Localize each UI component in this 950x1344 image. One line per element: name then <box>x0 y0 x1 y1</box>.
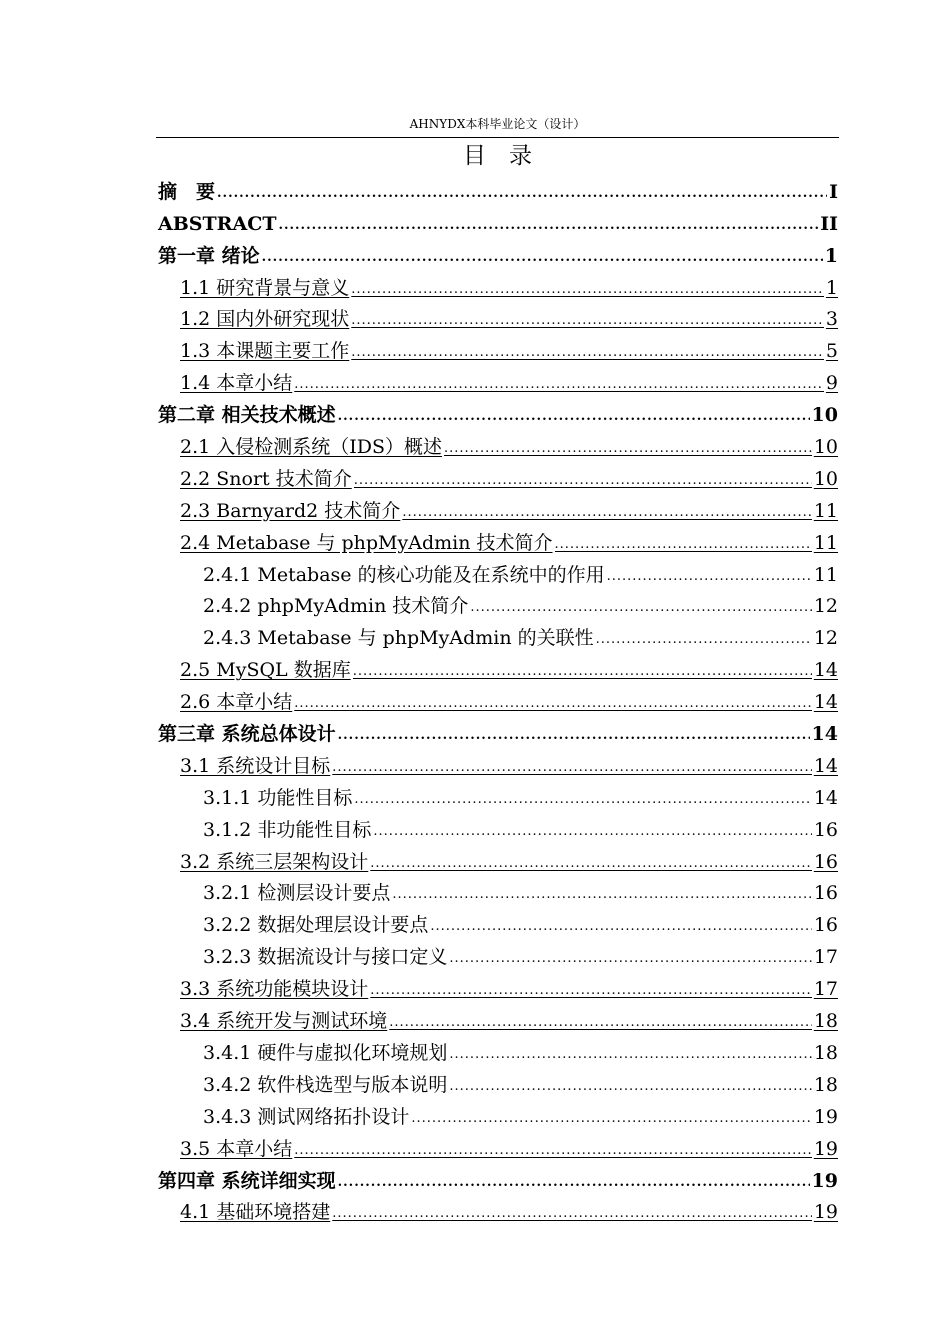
toc-entry-page-number: 14 <box>811 723 838 746</box>
toc-dot-leader <box>596 629 812 651</box>
toc-entry-page-number: 19 <box>813 1137 838 1160</box>
toc-entry-page-number: 10 <box>813 467 838 490</box>
toc-dot-leader <box>449 948 811 970</box>
toc-entry-title: 3.4 系统开发与测试环境 <box>180 1010 388 1033</box>
toc-entry-title: 3.5 本章小结 <box>180 1137 293 1160</box>
toc-entry[interactable] <box>158 906 838 938</box>
toc-entry-title: 2.6 本章小结 <box>180 691 293 714</box>
toc-entry-page-number: II <box>820 212 838 235</box>
toc-entry[interactable] <box>158 1194 838 1226</box>
toc-entry-page-number: 10 <box>811 404 838 427</box>
toc-dot-leader <box>389 1012 812 1034</box>
toc-entry[interactable] <box>158 970 838 1002</box>
toc-entry-page-number: 1 <box>825 276 838 299</box>
toc-entry[interactable] <box>158 364 838 396</box>
toc-dot-leader <box>430 916 811 938</box>
toc-entry-page-number: 5 <box>825 340 838 363</box>
toc-entry-page-number: 11 <box>813 531 838 554</box>
toc-dot-leader <box>338 725 810 747</box>
toc-dot-leader <box>351 310 824 332</box>
toc-entry-title: 3.2.2 数据处理层设计要点 <box>203 914 429 937</box>
toc-entry-page-number: 11 <box>813 563 838 586</box>
toc-entry-page-number: 18 <box>813 1073 838 1096</box>
toc-entry-page-number: 16 <box>813 850 838 873</box>
toc-entry-page-number: 17 <box>813 978 838 1001</box>
toc-dot-leader <box>332 1203 812 1225</box>
toc-entry[interactable] <box>158 619 838 651</box>
toc-entry-title: 第一章 绪论 <box>158 244 260 267</box>
toc-entry[interactable] <box>158 524 838 556</box>
toc-entry-page-number: 14 <box>813 691 838 714</box>
toc-entry-page-number: 19 <box>811 1169 838 1192</box>
toc-entry[interactable] <box>158 173 838 205</box>
toc-entry[interactable] <box>158 1002 838 1034</box>
toc-entry[interactable] <box>158 1034 838 1066</box>
toc-entry-page-number: 9 <box>825 372 838 395</box>
toc-entry[interactable] <box>158 205 838 237</box>
toc-entry-title: 2.2 Snort 技术简介 <box>180 467 352 490</box>
toc-entry-title: 4.1 基础环境搭建 <box>180 1201 331 1224</box>
toc-entry[interactable] <box>158 1162 838 1194</box>
toc-entry-title: 2.4.3 Metabase 与 phpMyAdmin 的关联性 <box>203 627 594 650</box>
toc-entry[interactable] <box>158 1066 838 1098</box>
toc-dot-leader <box>278 215 818 237</box>
toc-entry-title: 3.2.3 数据流设计与接口定义 <box>203 946 448 969</box>
toc-entry[interactable] <box>158 875 838 907</box>
toc-entry[interactable] <box>158 715 838 747</box>
toc-entry[interactable] <box>158 301 838 333</box>
toc-entry[interactable] <box>158 1130 838 1162</box>
toc-entry[interactable] <box>158 779 838 811</box>
toc-entry-title: 2.4.1 Metabase 的核心功能及在系统中的作用 <box>203 563 605 586</box>
toc-dot-leader <box>351 279 824 301</box>
toc-dot-leader <box>354 789 811 811</box>
toc-entry-page-number: 16 <box>813 882 838 905</box>
toc-entry[interactable] <box>158 237 838 269</box>
toc-entry-title: 2.1 入侵检测系统（IDS）概述 <box>180 436 443 459</box>
toc-dot-leader <box>332 757 812 779</box>
toc-entry-title: 3.3 系统功能模块设计 <box>180 978 369 1001</box>
toc-dot-leader <box>373 821 811 843</box>
toc-entry-title: 第四章 系统详细实现 <box>158 1169 336 1192</box>
toc-dot-leader <box>217 183 827 205</box>
toc-entry-title: 摘 要 <box>158 180 216 203</box>
toc-entry-title: 3.2 系统三层架构设计 <box>180 850 369 873</box>
toc-entry-title: 1.3 本课题主要工作 <box>180 340 350 363</box>
toc-entry-page-number: 19 <box>813 1201 838 1224</box>
toc-entry-page-number: I <box>829 180 838 203</box>
toc-dot-leader <box>470 597 811 619</box>
toc-entry[interactable] <box>158 396 838 428</box>
toc-entry-title: 2.5 MySQL 数据库 <box>180 659 351 682</box>
toc-dot-leader <box>392 884 811 906</box>
toc-dot-leader <box>294 374 824 396</box>
toc-entry-page-number: 16 <box>813 818 838 841</box>
toc-title: 目 录 <box>463 143 532 169</box>
toc-dot-leader <box>338 1172 810 1194</box>
toc-entry[interactable] <box>158 811 838 843</box>
toc-dot-leader <box>607 566 812 588</box>
toc-entry[interactable] <box>158 651 838 683</box>
toc-entry-title: 2.4 Metabase 与 phpMyAdmin 技术简介 <box>180 531 553 554</box>
toc-dot-leader <box>354 470 812 492</box>
toc-entry[interactable] <box>158 460 838 492</box>
toc-entry-page-number: 1 <box>824 244 838 267</box>
toc-dot-leader <box>294 693 812 715</box>
toc-dot-leader <box>370 980 812 1002</box>
header-rule <box>156 137 839 138</box>
toc-entry-page-number: 14 <box>813 754 838 777</box>
toc-entry-page-number: 18 <box>813 1010 838 1033</box>
toc-entry[interactable] <box>158 556 838 588</box>
toc-entry[interactable] <box>158 588 838 620</box>
toc-entry-title: 1.2 国内外研究现状 <box>180 308 350 331</box>
toc-entry-title: 第三章 系统总体设计 <box>158 723 336 746</box>
toc-entry-title: 2.3 Barnyard2 技术简介 <box>180 499 401 522</box>
toc-dot-leader <box>411 1108 811 1130</box>
toc-entry-title: 3.4.3 测试网络拓扑设计 <box>203 1105 410 1128</box>
toc-entry-title: 1.4 本章小结 <box>180 372 293 395</box>
toc-entry[interactable] <box>158 428 838 460</box>
toc-entry[interactable] <box>158 1098 838 1130</box>
toc-entry[interactable] <box>158 683 838 715</box>
toc-dot-leader <box>444 438 812 460</box>
table-of-contents <box>158 173 838 1225</box>
toc-dot-leader <box>402 502 812 524</box>
toc-dot-leader <box>370 853 812 875</box>
toc-dot-leader <box>262 247 823 269</box>
toc-entry-page-number: 16 <box>813 914 838 937</box>
toc-entry-page-number: 14 <box>813 786 838 809</box>
toc-entry[interactable] <box>158 332 838 364</box>
toc-entry[interactable] <box>158 269 838 301</box>
toc-entry-page-number: 19 <box>813 1105 838 1128</box>
toc-dot-leader <box>449 1076 811 1098</box>
toc-entry-page-number: 3 <box>825 308 838 331</box>
toc-entry-title: 3.1.2 非功能性目标 <box>203 818 372 841</box>
toc-dot-leader <box>294 1140 812 1162</box>
toc-entry-title: 第二章 相关技术概述 <box>158 404 336 427</box>
toc-entry-title: 3.4.1 硬件与虚拟化环境规划 <box>203 1041 448 1064</box>
toc-entry-page-number: 14 <box>813 659 838 682</box>
toc-entry-page-number: 17 <box>813 946 838 969</box>
toc-entry-title: 3.1 系统设计目标 <box>180 754 331 777</box>
page-header: AHNYDX本科毕业论文（设计） <box>409 117 586 131</box>
toc-entry-page-number: 18 <box>813 1041 838 1064</box>
toc-entry[interactable] <box>158 938 838 970</box>
toc-entry[interactable] <box>158 747 838 779</box>
toc-dot-leader <box>449 1044 811 1066</box>
toc-entry[interactable] <box>158 492 838 524</box>
toc-entry[interactable] <box>158 843 838 875</box>
toc-entry-title: 3.4.2 软件栈选型与版本说明 <box>203 1073 448 1096</box>
toc-entry-page-number: 12 <box>813 627 838 650</box>
toc-dot-leader <box>338 406 810 428</box>
toc-entry-title: 2.4.2 phpMyAdmin 技术简介 <box>203 595 469 618</box>
toc-entry-page-number: 12 <box>813 595 838 618</box>
toc-entry-page-number: 10 <box>813 436 838 459</box>
toc-dot-leader <box>353 661 812 683</box>
toc-entry-title: 3.1.1 功能性目标 <box>203 786 353 809</box>
toc-entry-title: ABSTRACT <box>158 212 277 235</box>
toc-dot-leader <box>351 342 824 364</box>
toc-entry-title: 1.1 研究背景与意义 <box>180 276 350 299</box>
toc-dot-leader <box>555 534 812 556</box>
toc-entry-title: 3.2.1 检测层设计要点 <box>203 882 391 905</box>
toc-entry-page-number: 11 <box>813 499 838 522</box>
